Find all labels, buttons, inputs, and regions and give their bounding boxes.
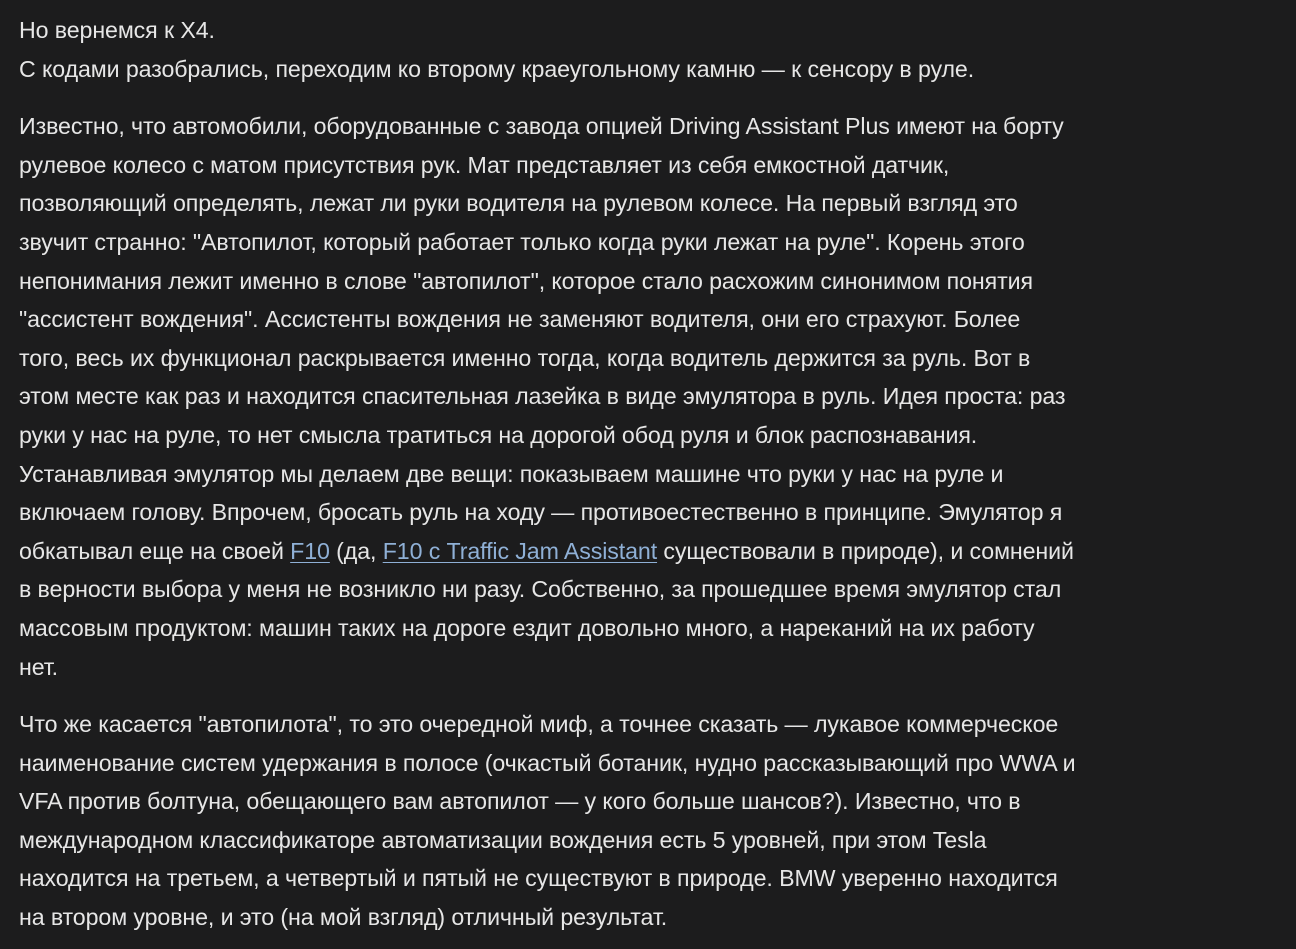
conclusion-paragraph [19,705,1281,937]
body-line: этом месте как раз и находится спасительная лазейка в виде эмулятора в руль. Идея проста: раз [19,383,1066,410]
conclusion-line: на втором уровне, и это (на мой взгляд) отличный результат. [19,904,668,931]
conclusion-line: Что же касается "автопилота", то это очередной миф, а точнее сказать — лукавое коммерческое [19,711,1059,738]
f10-link[interactable]: F10 [290,537,330,564]
body-line: непонимания лежит именно в слове "автопилот", которое стало расхожим синонимом понятия [19,267,1033,294]
conclusion-line: VFA против болтуна, обещающего вам автопилот — у кого больше шансов?). Известно, что в [19,788,1021,815]
intro-paragraph [19,11,1281,88]
body-line: массовым продуктом: машин таких на дороге ездит довольно много, а нареканий на их работу [19,614,1035,641]
article [19,11,1281,937]
body-line: Устанавливая эмулятор мы делаем две вещи: показываем машине что руки у нас на руле и [19,460,1004,487]
intro-line: С кодами разобрались, переходим ко второму краеугольному камню — к сенсору в руле. [19,55,975,82]
body-line: рулевое колесо с матом присутствия рук. Мат представляет из себя емкостной датчик, [19,151,950,178]
body-line: звучит странно: "Автопилот, который работает только когда руки лежат на руле". Корень этого [19,228,1025,255]
conclusion-line: находится на третьем, а четвертый и пятый не существуют в природе. BMW уверенно находится [19,865,1058,892]
link-line-text-middle: (да, [329,537,383,564]
body-line: включаем голову. Впрочем, бросать руль на ходу — противоестественно в принципе. Эмулятор я [19,499,1063,526]
body-line: нет. [19,653,59,680]
body-paragraph [19,107,1281,686]
body-line: позволяющий определять, лежат ли руки водителя на рулевом колесе. На первый взгляд это [19,190,1018,217]
link-line-text-after: существовали в природе), и сомнений [657,537,1074,564]
conclusion-line: наименование систем удержания в полосе (очкастый ботаник, нудно рассказывающий про WWA и [19,749,1076,776]
conclusion-line: международном классификаторе автоматизации вождения есть 5 уровней, при этом Tesla [19,826,987,853]
body-line: руки у нас на руле, то нет смысла тратиться на дорогой обод руля и блок распознавания. [19,421,978,448]
body-line: того, весь их функционал раскрывается именно тогда, когда водитель держится за руль. Вот в [19,344,1031,371]
body-line-with-links [19,532,1281,571]
body-line: "ассистент вождения". Ассистенты вождения не заменяют водителя, они его страхуют. Более [19,306,1021,333]
body-line: в верности выбора у меня не возникло ни разу. Собственно, за прошедшее время эмулятор стал [19,576,1062,603]
link-line-text-before: обкатывал еще на своей [19,537,291,564]
body-line: Известно, что автомобили, оборудованные с завода опцией Driving Assistant Plus имеют на борту [19,113,1064,140]
intro-line: Но вернемся к Х4. [19,17,215,43]
f10-traffic-jam-assistant-link[interactable]: F10 с Traffic Jam Assistant [382,537,658,564]
